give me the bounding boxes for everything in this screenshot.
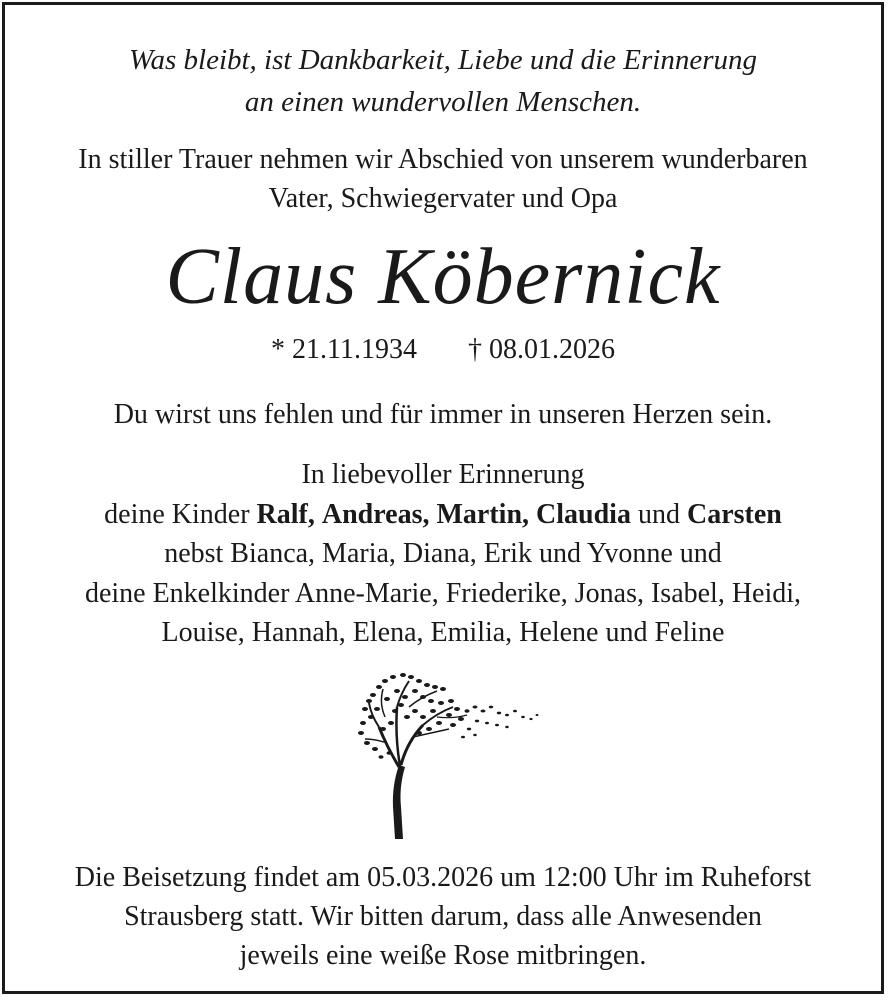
motto-quote xyxy=(5,39,881,123)
child-name: Carsten xyxy=(686,498,782,530)
funeral-info xyxy=(5,858,881,975)
family-signature xyxy=(5,455,881,653)
child-name: Andreas, xyxy=(321,498,430,530)
intro-line-1: In stiller Trauer nehmen wir Abschied von unserem wunderbaren xyxy=(78,144,808,175)
deceased-name: Claus Köbernick xyxy=(165,233,721,321)
funeral-line-1: Die Beisetzung findet am 05.03.2026 um 12:00 Uhr im Ruheforst xyxy=(74,862,812,893)
family-line-2 xyxy=(5,495,881,535)
intro-text xyxy=(5,140,881,218)
funeral-line-3: jeweils eine weiße Rose mitbringen. xyxy=(239,940,647,971)
child-name: Claudia xyxy=(536,498,631,530)
birth-date: * 21.11.1934 xyxy=(271,334,417,365)
intro-line-2: Vater, Schwiegervater und Opa xyxy=(268,183,618,214)
motto-line-2: an einen wundervollen Menschen. xyxy=(244,86,642,118)
child-name: Martin, xyxy=(436,498,530,530)
farewell-line: Du wirst uns fehlen und für immer in unseren Herzen sein. xyxy=(113,399,773,430)
children-prefix: deine Kinder xyxy=(104,498,250,530)
family-line-1: In liebevoller Erinnerung xyxy=(301,459,585,490)
family-line-5: Louise, Hannah, Elena, Emilia, Helene und Feline xyxy=(161,617,725,648)
motto-line-1: Was bleibt, ist Dankbarkeit, Liebe und die Erinnerung xyxy=(128,44,757,76)
and-word: und xyxy=(637,498,680,530)
life-dates xyxy=(5,330,881,370)
family-line-3: nebst Bianca, Maria, Diana, Erik und Yvonne und xyxy=(164,538,722,569)
family-line-4: deine Enkelkinder Anne-Marie, Friederike, Jonas, Isabel, Heidi, xyxy=(84,577,802,609)
death-date: † 08.01.2026 xyxy=(467,334,615,365)
funeral-line-2: Strausberg statt. Wir bitten darum, dass alle Anwesenden xyxy=(124,901,762,932)
child-name: Ralf, xyxy=(256,498,315,530)
windswept-tree-icon xyxy=(357,667,542,839)
obituary-notice xyxy=(2,2,884,994)
